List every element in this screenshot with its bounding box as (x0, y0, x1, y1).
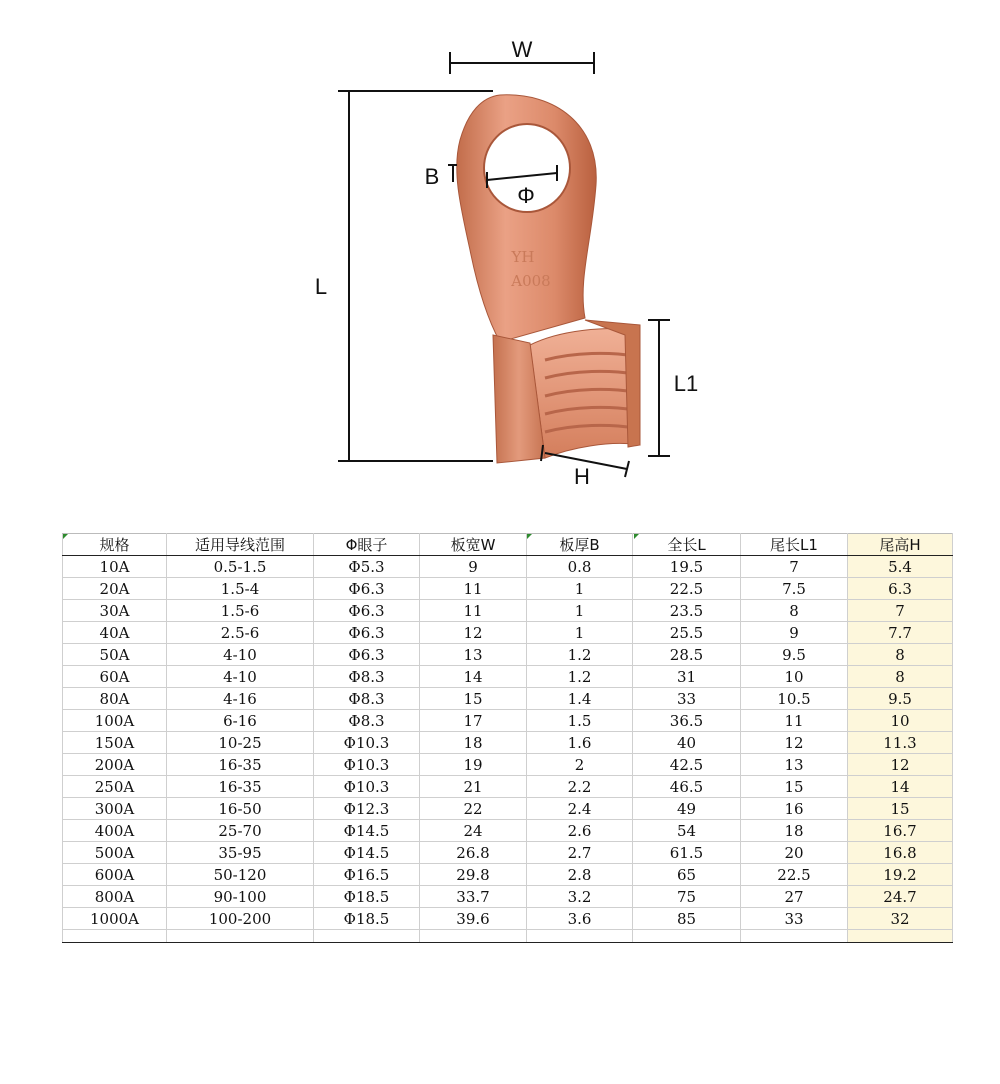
cell-width: 22 (420, 798, 527, 820)
table-row (63, 556, 953, 578)
empty-cell (633, 930, 741, 943)
dimension-h-label: H (574, 464, 590, 489)
cell-length: 75 (633, 886, 741, 908)
dimension-l1-label: L1 (673, 371, 699, 396)
cell-length: 25.5 (633, 622, 741, 644)
cell-length: 49 (633, 798, 741, 820)
cell-thickness: 2 (527, 754, 633, 776)
cell-wire-range: 16-50 (167, 798, 314, 820)
cell-tail-length: 9 (741, 622, 848, 644)
cell-wire-range: 10-25 (167, 732, 314, 754)
cell-width: 13 (420, 644, 527, 666)
cell-tail-height: 7.7 (848, 622, 953, 644)
table-header-row (63, 534, 953, 556)
cell-width: 26.8 (420, 842, 527, 864)
cell-thickness: 1.2 (527, 666, 633, 688)
cell-tail-height: 8 (848, 666, 953, 688)
cell-tail-height: 11.3 (848, 732, 953, 754)
cell-width: 24 (420, 820, 527, 842)
cell-spec: 200A (63, 754, 167, 776)
cell-thickness: 1 (527, 600, 633, 622)
cell-length: 23.5 (633, 600, 741, 622)
cell-tail-length: 7.5 (741, 578, 848, 600)
table-row (63, 886, 953, 908)
cell-width: 39.6 (420, 908, 527, 930)
table-row (63, 908, 953, 930)
cell-width: 17 (420, 710, 527, 732)
cell-spec: 1000A (63, 908, 167, 930)
cell-length: 40 (633, 732, 741, 754)
cell-spec: 20A (63, 578, 167, 600)
cell-tail-length: 13 (741, 754, 848, 776)
cell-spec: 150A (63, 732, 167, 754)
cell-wire-range: 4-10 (167, 644, 314, 666)
cell-thickness: 0.8 (527, 556, 633, 578)
cell-thickness: 2.8 (527, 864, 633, 886)
cell-wire-range: 0.5-1.5 (167, 556, 314, 578)
cell-tail-length: 10.5 (741, 688, 848, 710)
cell-hole: Φ16.5 (314, 864, 420, 886)
cell-marker (634, 534, 639, 539)
cell-tail-length: 20 (741, 842, 848, 864)
cell-thickness: 2.7 (527, 842, 633, 864)
cell-hole: Φ14.5 (314, 820, 420, 842)
cell-tail-height: 8 (848, 644, 953, 666)
empty-cell (63, 930, 167, 943)
empty-cell (314, 930, 420, 943)
cell-tail-length: 18 (741, 820, 848, 842)
cell-length: 54 (633, 820, 741, 842)
copper-lug-diagram (0, 0, 1000, 510)
cell-tail-height: 32 (848, 908, 953, 930)
cell-tail-length: 16 (741, 798, 848, 820)
table-row (63, 644, 953, 666)
cell-spec: 30A (63, 600, 167, 622)
spec-table-body (63, 556, 953, 943)
table-row (63, 600, 953, 622)
cell-hole: Φ6.3 (314, 644, 420, 666)
cell-width: 11 (420, 578, 527, 600)
cell-wire-range: 50-120 (167, 864, 314, 886)
cell-width: 29.8 (420, 864, 527, 886)
header-spec: 规格 (63, 534, 167, 556)
cell-wire-range: 100-200 (167, 908, 314, 930)
header-thickness: 板厚B (527, 534, 633, 556)
cell-marker (527, 534, 532, 539)
cell-tail-height: 6.3 (848, 578, 953, 600)
dimension-b-label: B (424, 164, 440, 189)
cell-tail-length: 33 (741, 908, 848, 930)
cell-hole: Φ18.5 (314, 908, 420, 930)
cell-hole: Φ10.3 (314, 776, 420, 798)
cell-spec: 300A (63, 798, 167, 820)
cell-wire-range: 4-10 (167, 666, 314, 688)
cell-spec: 100A (63, 710, 167, 732)
cell-hole: Φ5.3 (314, 556, 420, 578)
cell-thickness: 2.4 (527, 798, 633, 820)
cell-length: 46.5 (633, 776, 741, 798)
cell-length: 33 (633, 688, 741, 710)
cell-hole: Φ10.3 (314, 732, 420, 754)
spec-table (62, 533, 953, 943)
cell-spec: 250A (63, 776, 167, 798)
cell-wire-range: 16-35 (167, 776, 314, 798)
cell-spec: 800A (63, 886, 167, 908)
cell-spec: 50A (63, 644, 167, 666)
cell-length: 28.5 (633, 644, 741, 666)
cell-thickness: 1.4 (527, 688, 633, 710)
cell-length: 61.5 (633, 842, 741, 864)
cell-width: 33.7 (420, 886, 527, 908)
cell-hole: Φ6.3 (314, 600, 420, 622)
cell-thickness: 1 (527, 622, 633, 644)
cell-width: 14 (420, 666, 527, 688)
table-row (63, 688, 953, 710)
cell-hole: Φ8.3 (314, 666, 420, 688)
cell-spec: 500A (63, 842, 167, 864)
cell-tail-length: 7 (741, 556, 848, 578)
cell-spec: 60A (63, 666, 167, 688)
cell-thickness: 1.2 (527, 644, 633, 666)
cell-tail-length: 11 (741, 710, 848, 732)
cell-width: 21 (420, 776, 527, 798)
cell-wire-range: 90-100 (167, 886, 314, 908)
cell-tail-length: 27 (741, 886, 848, 908)
cell-length: 65 (633, 864, 741, 886)
cell-spec: 600A (63, 864, 167, 886)
empty-cell (420, 930, 527, 943)
cell-tail-length: 12 (741, 732, 848, 754)
cell-thickness: 3.6 (527, 908, 633, 930)
cell-tail-height: 5.4 (848, 556, 953, 578)
cell-width: 18 (420, 732, 527, 754)
cell-tail-height: 16.8 (848, 842, 953, 864)
empty-cell (527, 930, 633, 943)
cell-length: 85 (633, 908, 741, 930)
cell-length: 19.5 (633, 556, 741, 578)
cell-tail-length: 15 (741, 776, 848, 798)
cell-wire-range: 25-70 (167, 820, 314, 842)
header-width: 板宽W (420, 534, 527, 556)
lug-stamp-line1: YH (511, 248, 535, 266)
cell-thickness: 2.2 (527, 776, 633, 798)
cell-tail-length: 8 (741, 600, 848, 622)
cell-tail-height: 16.7 (848, 820, 953, 842)
lug-stamp-line2: A008 (511, 272, 551, 290)
cell-hole: Φ10.3 (314, 754, 420, 776)
cell-length: 31 (633, 666, 741, 688)
cell-spec: 400A (63, 820, 167, 842)
empty-cell (848, 930, 953, 943)
cell-thickness: 1.5 (527, 710, 633, 732)
cell-tail-length: 22.5 (741, 864, 848, 886)
dimension-b (448, 165, 457, 182)
cell-tail-height: 9.5 (848, 688, 953, 710)
empty-cell (741, 930, 848, 943)
cell-thickness: 3.2 (527, 886, 633, 908)
cell-wire-range: 6-16 (167, 710, 314, 732)
dimension-l1 (648, 320, 670, 456)
cell-tail-height: 12 (848, 754, 953, 776)
lug-tail-inner (530, 329, 640, 458)
table-row (63, 776, 953, 798)
cell-hole: Φ8.3 (314, 710, 420, 732)
table-row (63, 798, 953, 820)
table-row (63, 578, 953, 600)
cell-width: 19 (420, 754, 527, 776)
cell-wire-range: 1.5-4 (167, 578, 314, 600)
cell-tail-length: 10 (741, 666, 848, 688)
cell-wire-range: 4-16 (167, 688, 314, 710)
cell-hole: Φ18.5 (314, 886, 420, 908)
cell-length: 36.5 (633, 710, 741, 732)
cell-spec: 80A (63, 688, 167, 710)
cell-thickness: 1.6 (527, 732, 633, 754)
table-row (63, 820, 953, 842)
cell-width: 9 (420, 556, 527, 578)
cell-wire-range: 2.5-6 (167, 622, 314, 644)
header-tail-length: 尾长L1 (741, 534, 848, 556)
cell-spec: 40A (63, 622, 167, 644)
cell-width: 12 (420, 622, 527, 644)
cell-hole: Φ6.3 (314, 622, 420, 644)
table-row (63, 666, 953, 688)
cell-tail-height: 14 (848, 776, 953, 798)
cell-tail-length: 9.5 (741, 644, 848, 666)
cell-length: 22.5 (633, 578, 741, 600)
cell-tail-height: 10 (848, 710, 953, 732)
table-row (63, 732, 953, 754)
cell-wire-range: 35-95 (167, 842, 314, 864)
table-empty-row (63, 930, 953, 943)
header-length: 全长L (633, 534, 741, 556)
cell-width: 15 (420, 688, 527, 710)
cell-tail-height: 7 (848, 600, 953, 622)
cell-hole: Φ14.5 (314, 842, 420, 864)
cell-spec: 10A (63, 556, 167, 578)
table-row (63, 864, 953, 886)
cell-thickness: 2.6 (527, 820, 633, 842)
header-tail-height: 尾高H (848, 534, 953, 556)
header-hole: Φ眼子 (314, 534, 420, 556)
table-row (63, 710, 953, 732)
header-wire-range: 适用导线范围 (167, 534, 314, 556)
cell-tail-height: 19.2 (848, 864, 953, 886)
cell-hole: Φ8.3 (314, 688, 420, 710)
cell-marker (63, 534, 68, 539)
cell-width: 11 (420, 600, 527, 622)
cell-hole: Φ6.3 (314, 578, 420, 600)
dimension-hole-label: Φ (517, 183, 535, 208)
table-row (63, 754, 953, 776)
table-row (63, 622, 953, 644)
dimension-w-label: W (511, 37, 533, 62)
empty-cell (167, 930, 314, 943)
cell-tail-height: 15 (848, 798, 953, 820)
cell-hole: Φ12.3 (314, 798, 420, 820)
cell-wire-range: 16-35 (167, 754, 314, 776)
dimension-l-label: L (314, 274, 328, 299)
table-row (63, 842, 953, 864)
cell-tail-height: 24.7 (848, 886, 953, 908)
cell-length: 42.5 (633, 754, 741, 776)
cell-thickness: 1 (527, 578, 633, 600)
cell-wire-range: 1.5-6 (167, 600, 314, 622)
